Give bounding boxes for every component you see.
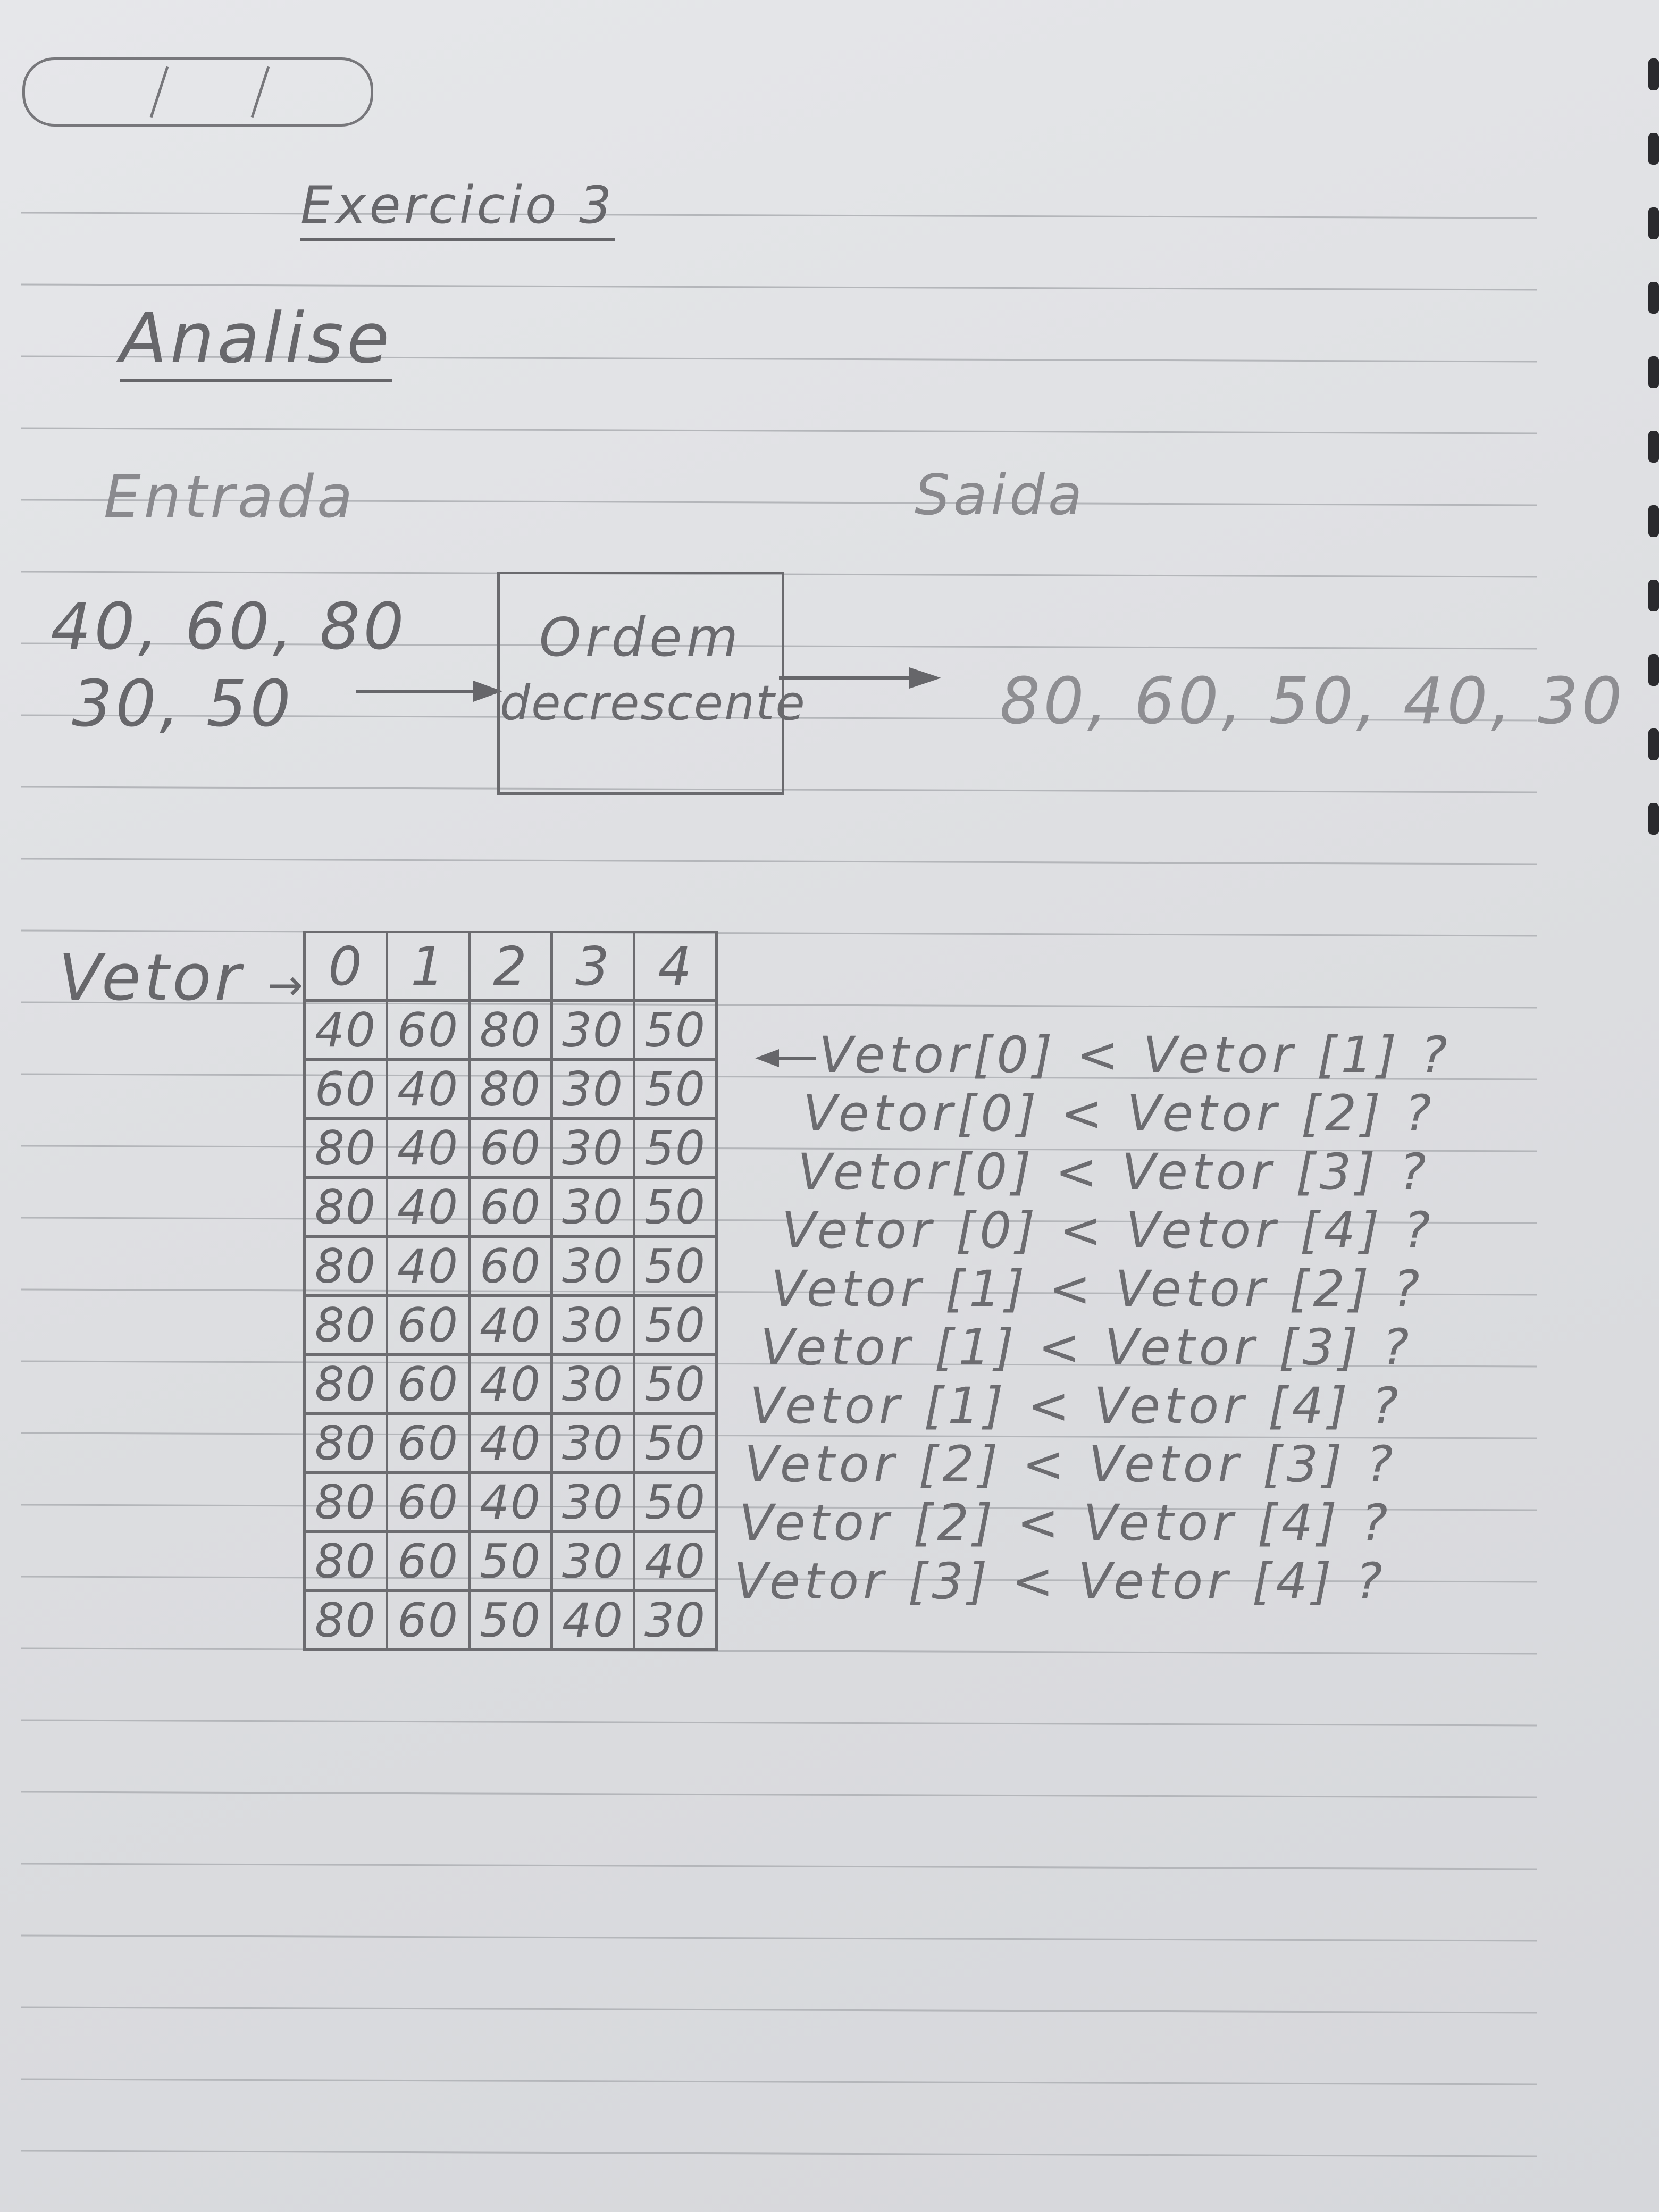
table-cell: 30	[634, 1591, 717, 1650]
table-row	[305, 1001, 717, 1060]
table-cell: 40	[387, 1178, 470, 1237]
table-cell: 30	[552, 1001, 634, 1060]
comparison-text: Vetor [0] < Vetor [4] ?	[782, 1202, 1435, 1260]
table-cell: 60	[387, 1001, 470, 1060]
table-cell: 60	[305, 1060, 387, 1119]
table-cell: 80	[305, 1414, 387, 1473]
table-cell: 40	[305, 1001, 387, 1060]
date-field	[22, 57, 373, 127]
index-cell: 3	[552, 932, 634, 1001]
output-arrow-icon	[779, 662, 944, 694]
table-cell: 80	[305, 1532, 387, 1591]
table-cell: 40	[387, 1119, 470, 1178]
table-cell: 80	[305, 1296, 387, 1355]
comparison-text: Vetor [2] < Vetor [3] ?	[744, 1436, 1397, 1494]
page-title: Exercicio 3	[300, 175, 615, 241]
process-label-line-1: Ordem	[539, 606, 743, 668]
table-cell: 60	[470, 1178, 552, 1237]
input-values-line-1: 40, 60, 80	[51, 590, 407, 664]
table-cell: 50	[634, 1355, 717, 1414]
table-cell: 40	[470, 1473, 552, 1532]
table-row	[305, 1178, 717, 1237]
spiral-binding	[1638, 0, 1659, 2212]
comparison-text: Vetor [1] < Vetor [4] ?	[750, 1377, 1403, 1435]
table-row-final	[305, 1591, 717, 1650]
table-cell: 60	[387, 1473, 470, 1532]
table-cell: 30	[552, 1119, 634, 1178]
table-cell: 60	[470, 1119, 552, 1178]
table-cell: 50	[634, 1001, 717, 1060]
table-cell: 30	[552, 1532, 634, 1591]
trace-table	[303, 931, 718, 1651]
table-cell: 50	[470, 1591, 552, 1650]
output-values: 80, 60, 50, 40, 30	[1000, 665, 1626, 739]
output-label: Saida	[915, 463, 1086, 527]
table-cell: 80	[305, 1591, 387, 1650]
table-row	[305, 1119, 717, 1178]
table-cell: 50	[634, 1178, 717, 1237]
index-cell: 2	[470, 932, 552, 1001]
comparison-text: Vetor[0] < Vetor [2] ?	[803, 1085, 1436, 1143]
process-label-line-2: decrescente	[500, 675, 806, 731]
table-cell: 80	[305, 1355, 387, 1414]
table-cell: 80	[305, 1473, 387, 1532]
table-cell: 30	[552, 1237, 634, 1296]
table-cell: 80	[305, 1178, 387, 1237]
table-cell: 30	[552, 1355, 634, 1414]
table-cell: 40	[387, 1060, 470, 1119]
index-cell: 4	[634, 932, 717, 1001]
table-cell: 60	[387, 1414, 470, 1473]
table-cell: 30	[552, 1060, 634, 1119]
table-cell: 60	[387, 1532, 470, 1591]
table-cell: 60	[387, 1591, 470, 1650]
vector-arrow-icon: →	[267, 960, 306, 1010]
table-cell: 80	[470, 1060, 552, 1119]
input-arrow-icon	[356, 675, 505, 707]
comparison-text: Vetor[0] < Vetor [1] ?	[819, 1026, 1452, 1084]
index-cell: 1	[387, 932, 470, 1001]
date-separator	[251, 66, 270, 118]
table-cell: 50	[470, 1532, 552, 1591]
table-cell: 60	[470, 1237, 552, 1296]
comparison-text: Vetor[0] < Vetor [3] ?	[798, 1143, 1430, 1201]
index-cell: 0	[305, 932, 387, 1001]
index-row	[305, 932, 717, 1001]
process-box	[497, 572, 806, 795]
input-label: Entrada	[104, 463, 356, 531]
comparison-text: Vetor [1] < Vetor [2] ?	[771, 1260, 1424, 1318]
comparison-text: Vetor [3] < Vetor [4] ?	[734, 1553, 1387, 1611]
comparison-text: Vetor [1] < Vetor [3] ?	[760, 1319, 1413, 1377]
table-row	[305, 1532, 717, 1591]
table-cell: 30	[552, 1473, 634, 1532]
table-cell: 30	[552, 1178, 634, 1237]
table-cell: 40	[552, 1591, 634, 1650]
table-row	[305, 1414, 717, 1473]
vector-label	[58, 941, 306, 1015]
input-values-line-2: 30, 50	[72, 667, 294, 741]
table-cell: 40	[470, 1296, 552, 1355]
table-cell: 50	[634, 1060, 717, 1119]
table-row	[305, 1237, 717, 1296]
table-cell: 30	[552, 1414, 634, 1473]
table-cell: 60	[387, 1296, 470, 1355]
table-row	[305, 1060, 717, 1119]
table-row	[305, 1296, 717, 1355]
table-cell: 50	[634, 1473, 717, 1532]
table-cell: 30	[552, 1296, 634, 1355]
vector-label-text: Vetor	[58, 941, 244, 1015]
left-arrow-icon	[755, 1045, 819, 1071]
table-cell: 40	[470, 1414, 552, 1473]
table-cell: 40	[634, 1532, 717, 1591]
table-cell: 50	[634, 1414, 717, 1473]
table-cell: 80	[470, 1001, 552, 1060]
table-cell: 40	[470, 1355, 552, 1414]
table-cell: 80	[305, 1237, 387, 1296]
table-cell: 50	[634, 1119, 717, 1178]
table-cell: 50	[634, 1237, 717, 1296]
table-cell: 60	[387, 1355, 470, 1414]
table-cell: 80	[305, 1119, 387, 1178]
section-heading: Analise	[120, 298, 392, 382]
comparison-text: Vetor [2] < Vetor [4] ?	[739, 1494, 1392, 1552]
table-cell: 50	[634, 1296, 717, 1355]
table-cell: 40	[387, 1237, 470, 1296]
table-row	[305, 1355, 717, 1414]
date-separator	[150, 66, 169, 118]
table-row	[305, 1473, 717, 1532]
